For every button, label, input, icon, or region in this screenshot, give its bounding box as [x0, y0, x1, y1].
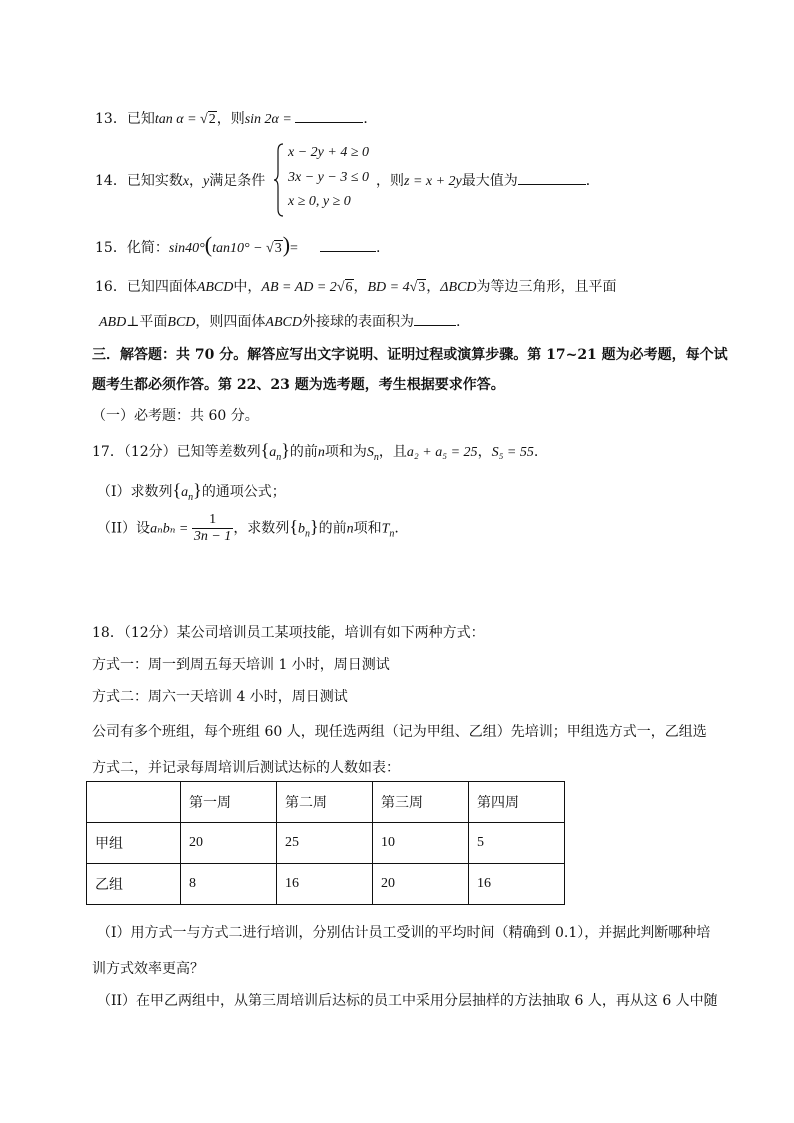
q17-cond: a₂ + a₅ = 25 — [406, 445, 478, 460]
q13-sqrt-value: 2 — [208, 112, 216, 127]
q16-triangle: ΔBCD — [440, 280, 477, 295]
q17-an-sub: n — [276, 451, 282, 463]
q15-sqrt-value: 3 — [274, 241, 282, 256]
q16-sqrt3: 3 — [418, 280, 426, 295]
table-row — [87, 823, 565, 864]
left-brace: { — [289, 516, 298, 537]
question-18-way-1: 方式一：周一到周五每天培训 1 小时，周日测试 — [92, 657, 390, 673]
q17-frac-den: 3n − 1 — [193, 529, 232, 544]
q17-comma: ， — [477, 444, 492, 460]
question-14-suffix — [376, 170, 600, 190]
q16-sqrt6: 6 — [345, 280, 353, 295]
table-cell: 16 — [277, 864, 373, 905]
table-cell: 5 — [469, 823, 565, 864]
table-cell: 25 — [277, 823, 373, 864]
question-15 — [95, 232, 380, 258]
q17-bn-sub: n — [304, 528, 310, 540]
q14-sep: ， — [189, 173, 204, 189]
q15-end: . — [375, 240, 381, 256]
table-header-row — [87, 782, 565, 823]
question-17-part-2 — [97, 512, 399, 545]
question-18-part-1-line-1: （I）用方式一与方式二进行培训，分别估计员工受训的平均时间（精确到 0.1），并据此判断哪种培 — [97, 925, 711, 941]
q13-end: ． — [363, 111, 378, 127]
question-13 — [95, 108, 377, 128]
table-header-cell: 第四周 — [469, 782, 565, 823]
table-header-cell — [87, 782, 181, 823]
question-18-desc-2: 方式二，并记录每周培训后测试达标的人数如表： — [92, 760, 400, 776]
section-3-line-1: 三．解答题：共 70 分。解答应写出文字说明、证明过程或演算步骤。第 17~21 题为必考题，每个试 — [92, 347, 728, 363]
q16-perp: ⊥平面 — [126, 314, 168, 330]
q17-part2-a: （II）设 — [97, 520, 151, 537]
q17-part2-end: . — [394, 520, 399, 537]
table-cell: 10 — [373, 823, 469, 864]
q14-z-expr: z = x + 2y — [404, 174, 462, 189]
table-cell: 16 — [469, 864, 565, 905]
q15-expr-a: sin40° — [168, 241, 205, 256]
left-brace: { — [172, 480, 182, 500]
table-cell: 8 — [181, 864, 277, 905]
q16-line2-b: ，则四面体 — [195, 314, 266, 330]
question-18-part-2-line-1: （II）在甲乙两组中，从第三周培训后达标的员工中采用分层抽样的方法抽取 6 人，再从这 6 人中随 — [97, 993, 718, 1009]
table-row — [87, 864, 565, 905]
section-3-line-2: 题考生都必须作答。第 22、23 题为选考题，考生根据要求作答。 — [92, 377, 505, 393]
right-paren: ) — [282, 232, 291, 257]
q13-mid: ，则 — [216, 111, 245, 127]
q16-line2-c: 外接球的表面积为 — [301, 314, 414, 330]
question-16-line-1: 16．已知四面体ABCD中，AB = AD = 2√6，BD = 4√3，ΔBCD为等边三角形，且平面 — [95, 279, 617, 295]
left-paren: ( — [204, 232, 213, 257]
right-brace: } — [193, 480, 202, 500]
sqrt-sign: √ — [336, 280, 345, 295]
question-17 — [92, 440, 538, 463]
q13-tan-expr: tan α = — [154, 112, 201, 127]
q17-part2-c: 的前 — [318, 520, 347, 537]
q17-tn: T — [381, 521, 390, 537]
q14-max: 最大值为 — [461, 173, 518, 189]
q13-sin-expr: sin 2α = — [244, 112, 296, 127]
q17-part2-n: n — [346, 521, 354, 537]
q14-condition-line-2: 3x − y − 3 ≤ 0 — [288, 170, 370, 185]
table-cell: 20 — [373, 864, 469, 905]
sqrt-sign: √ — [409, 280, 418, 295]
q17-bn: b — [297, 521, 305, 537]
q14-end: ． — [585, 173, 600, 189]
q14-then: ，则 — [376, 173, 404, 189]
table-row-label: 乙组 — [87, 864, 181, 905]
q17-end: . — [533, 444, 539, 460]
right-brace: } — [309, 516, 319, 537]
q14-y: y — [203, 174, 210, 189]
q17-part1-an: a — [181, 485, 189, 500]
q17-frac-num: 1 — [192, 512, 233, 529]
q16-bd-eq: BD = 4 — [367, 280, 410, 295]
table-header-cell: 第一周 — [181, 782, 277, 823]
q17-tn-sub: n — [389, 528, 395, 540]
table-cell: 20 — [181, 823, 277, 864]
q16-line1-a: 16．已知四面体 — [95, 279, 197, 295]
q14-x: x — [182, 174, 190, 189]
q15-prefix: 15．化简： — [95, 240, 169, 256]
q17-part2-d: 项和 — [353, 520, 382, 537]
q14-condition-line-1: x − 2y + 4 ≥ 0 — [288, 145, 370, 160]
table-header-cell: 第三周 — [373, 782, 469, 823]
table-row-label: 甲组 — [87, 823, 181, 864]
question-16-line-2 — [99, 311, 460, 331]
q13-prefix: 13．已知 — [95, 111, 155, 127]
q17-mid3: ，且 — [378, 444, 407, 460]
section-required: （一）必考题：共 60 分。 — [92, 408, 259, 424]
q17-part2-lhs: aₙbₙ = — [150, 521, 192, 537]
question-18-head: 18．（12分）某公司培训员工某项技能，培训有如下两种方式： — [92, 625, 485, 641]
q15-answer-blank — [320, 239, 376, 252]
question-18-desc-1: 公司有多个班组，每个班组 60 人，现任选两组（记为甲组、乙组）先培训；甲组选方式一，乙组选 — [92, 724, 707, 740]
q17-mid2: 项和为 — [324, 444, 367, 460]
q17-part1-b: 的通项公式； — [201, 484, 286, 500]
question-17-part-1 — [97, 480, 286, 503]
q16-line1-b: 中， — [233, 279, 262, 295]
q14-answer-blank — [518, 172, 586, 185]
q16-answer-blank — [414, 313, 456, 326]
brace-icon — [274, 143, 284, 217]
training-results-table — [86, 781, 565, 905]
question-18-way-2: 方式二：周六一天培训 4 小时，周日测试 — [92, 689, 348, 705]
left-brace: { — [260, 440, 270, 460]
q17-head: 17．（12分）已知等差数列 — [92, 444, 261, 460]
q17-part2-b: ，求数列 — [233, 520, 290, 537]
q15-eq: = — [290, 241, 298, 256]
q14-prefix: 14．已知实数 — [95, 173, 183, 189]
q17-part1-an-sub: n — [188, 491, 194, 503]
q14-condition-line-3: x ≥ 0, y ≥ 0 — [288, 194, 351, 209]
sqrt-sign: √ — [266, 241, 274, 256]
q15-expr-b: tan10° − — [212, 241, 267, 256]
table-header-cell: 第二周 — [277, 782, 373, 823]
q17-s5: S₅ = 55 — [491, 445, 534, 460]
q16-bcd: BCD — [167, 315, 196, 330]
q17-sn-sub: n — [373, 451, 379, 463]
q16-ab-eq: AB = AD = 2 — [261, 280, 337, 295]
q17-fraction — [192, 512, 233, 545]
q13-answer-blank — [295, 110, 363, 123]
q17-part1-a: （I）求数列 — [97, 484, 173, 500]
q16-end: . — [455, 314, 461, 330]
sqrt-sign: √ — [200, 112, 208, 127]
q14-cond: 满足条件 — [209, 173, 266, 189]
q16-abcd: ABCD — [196, 280, 234, 295]
q17-sn: S — [366, 445, 374, 460]
question-18-part-1-line-2: 训方式效率更高？ — [92, 961, 204, 977]
q17-an: a — [269, 445, 277, 460]
q16-line1-c: 为等边三角形，且平面 — [476, 279, 617, 295]
q16-abd: ABD — [99, 315, 127, 330]
q17-n: n — [317, 445, 325, 460]
q17-mid1: 的前 — [289, 444, 318, 460]
q16-abcd-2: ABCD — [265, 315, 302, 330]
question-14-prefix — [95, 170, 265, 190]
right-brace: } — [281, 440, 290, 460]
